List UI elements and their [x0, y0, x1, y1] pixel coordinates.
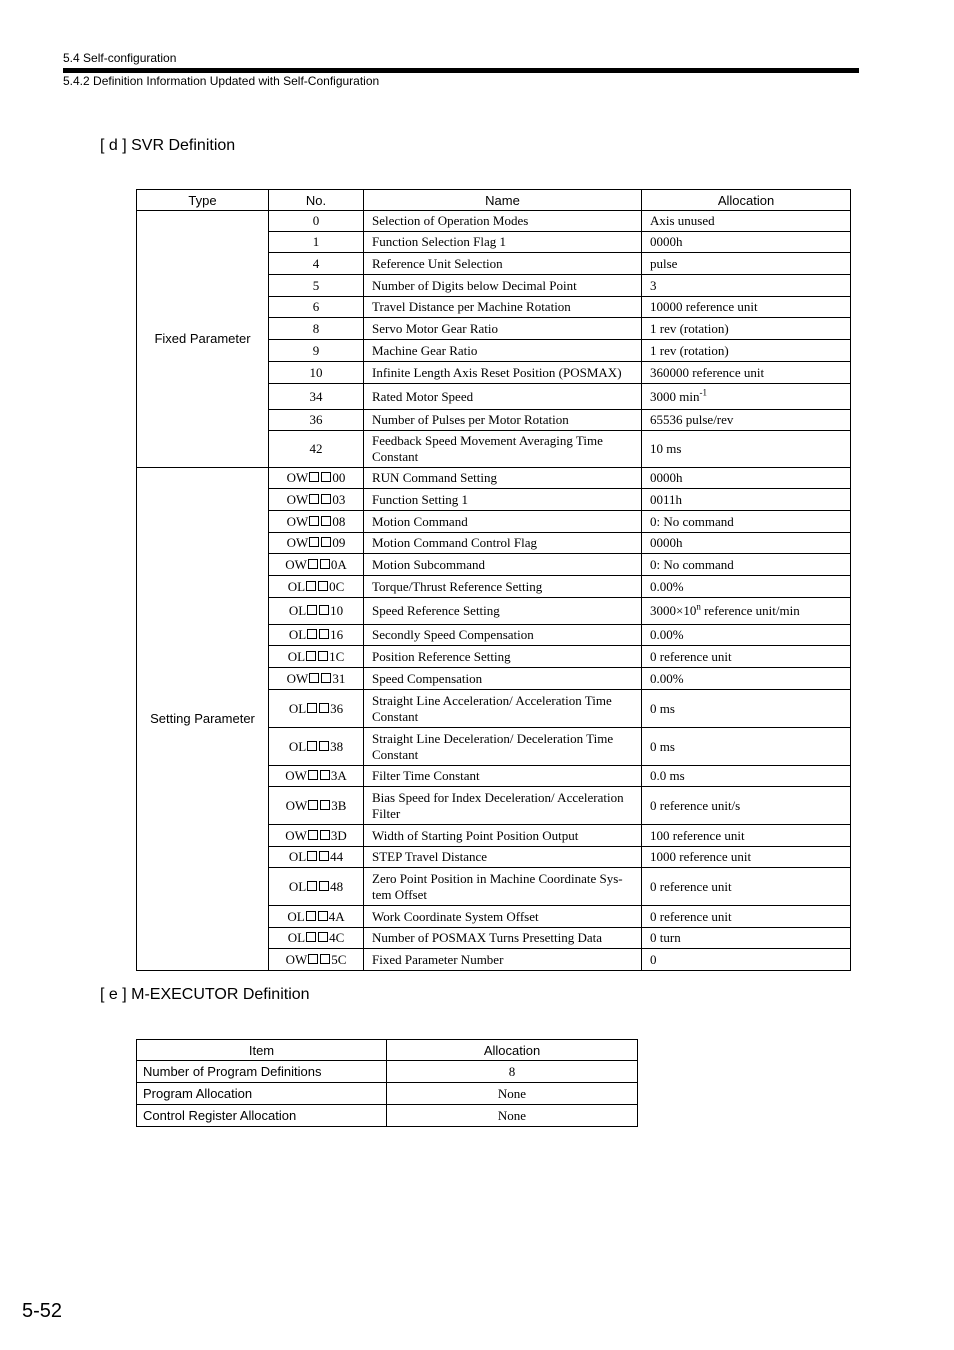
placeholder-box-icon [318, 581, 328, 591]
allocation-cell: 0 ms [642, 728, 851, 766]
register-number-cell [269, 787, 364, 825]
register-prefix: OW [285, 797, 308, 813]
placeholder-box-icon [319, 605, 329, 615]
register-suffix: 3A [330, 768, 347, 783]
register-suffix: 10 [330, 603, 344, 618]
allocation-cell: Axis unused [642, 211, 851, 232]
register-suffix: 4A [328, 908, 345, 924]
section-header: 5.4 Self-configuration [63, 51, 177, 65]
parameter-name-cell: Speed Reference Setting [364, 598, 642, 625]
table-header-row [137, 1040, 638, 1061]
allocation-cell: 0 [642, 949, 851, 971]
register-number-cell [269, 533, 364, 554]
header-rule [63, 68, 859, 73]
placeholder-box-icon [319, 851, 329, 861]
placeholder-box-icon [320, 954, 330, 964]
placeholder-box-icon [320, 559, 330, 569]
placeholder-box-icon [309, 516, 319, 526]
allocation-value: 3000×10 [650, 603, 697, 618]
parameter-name-cell: Infinite Length Axis Reset Position (POSMAX) [364, 362, 642, 384]
register-prefix: OW [285, 951, 308, 967]
allocation-cell: 0: No command [642, 511, 851, 533]
register-suffix: 38 [330, 738, 344, 754]
table-row [137, 211, 851, 232]
parameter-name-cell: Bias Speed for Index Deceleration/ Acceleration Filter [364, 787, 642, 825]
allocation-cell: 0 reference unit/s [642, 787, 851, 825]
register-prefix: OL [288, 627, 307, 642]
register-suffix: 44 [330, 849, 344, 864]
placeholder-box-icon [308, 559, 318, 569]
table-header-row [137, 190, 851, 211]
m-executor-table-body [137, 1061, 638, 1127]
allocation-cell [642, 598, 851, 625]
placeholder-box-icon [309, 537, 319, 547]
register-number-cell [269, 949, 364, 971]
register-number-cell [269, 690, 364, 728]
register-prefix: OL [288, 603, 307, 618]
m-executor-definition-table [136, 1039, 638, 1127]
parameter-name-cell: STEP Travel Distance [364, 847, 642, 868]
allocation-cell: 0 reference unit [642, 868, 851, 906]
parameter-name-cell: Servo Motor Gear Ratio [364, 318, 642, 340]
register-number-cell: 8 [269, 318, 364, 340]
allocation-superscript: -1 [699, 387, 707, 398]
allocation-cell: 0.00% [642, 576, 851, 598]
placeholder-box-icon [318, 651, 328, 661]
register-prefix: OW [286, 670, 309, 686]
placeholder-box-icon [307, 703, 317, 713]
placeholder-box-icon [321, 494, 331, 504]
register-prefix: OL [287, 578, 306, 594]
register-number-cell [269, 668, 364, 690]
register-number-cell [269, 928, 364, 949]
register-suffix: 1C [329, 648, 345, 664]
column-header-name: Name [364, 190, 642, 211]
allocation-cell: 1 rev (rotation) [642, 318, 851, 340]
register-suffix: 3B [331, 797, 347, 813]
parameter-name-cell: Fixed Parameter Number [364, 949, 642, 971]
placeholder-box-icon [319, 629, 329, 639]
column-header-item: Item [137, 1040, 387, 1061]
register-number-cell: 36 [269, 410, 364, 431]
parameter-name-cell: Machine Gear Ratio [364, 340, 642, 362]
type-cell: Setting Parameter [137, 468, 269, 971]
parameter-name-cell: Motion Command [364, 511, 642, 533]
placeholder-box-icon [320, 800, 330, 810]
placeholder-box-icon [321, 516, 331, 526]
placeholder-box-icon [319, 741, 329, 751]
allocation-cell: 0.0 ms [642, 766, 851, 787]
register-prefix: OL [288, 738, 307, 754]
allocation-cell: 10 ms [642, 431, 851, 468]
register-number-cell [269, 646, 364, 668]
register-number-cell: 9 [269, 340, 364, 362]
register-suffix: 09 [332, 535, 346, 550]
register-number-cell [269, 511, 364, 533]
parameter-name-cell: Straight Line Acceleration/ Acceleration Time Constant [364, 690, 642, 728]
allocation-cell: 0011h [642, 489, 851, 511]
register-prefix: OL [287, 908, 305, 924]
parameter-name-cell: RUN Command Setting [364, 468, 642, 489]
register-number-cell [269, 598, 364, 625]
register-suffix: 00 [332, 470, 346, 485]
register-prefix: OL [288, 849, 307, 864]
register-number-cell: 42 [269, 431, 364, 468]
placeholder-box-icon [306, 651, 316, 661]
register-prefix: OW [285, 556, 307, 572]
register-number-cell [269, 468, 364, 489]
register-suffix: 4C [329, 930, 345, 945]
allocation-cell: 3 [642, 275, 851, 297]
svr-table-body [137, 211, 851, 971]
register-number-cell: 0 [269, 211, 364, 232]
item-cell: Number of Program Definitions [137, 1061, 387, 1083]
placeholder-box-icon [321, 673, 331, 683]
register-number-cell [269, 825, 364, 847]
parameter-name-cell: Width of Starting Point Position Output [364, 825, 642, 847]
register-prefix: OW [285, 827, 307, 843]
placeholder-box-icon [321, 472, 331, 482]
register-suffix: 0C [329, 578, 345, 594]
placeholder-box-icon [318, 932, 328, 942]
placeholder-box-icon [309, 494, 319, 504]
register-prefix: OW [286, 491, 309, 507]
parameter-name-cell: Feedback Speed Movement Averaging Time Constant [364, 431, 642, 468]
register-number-cell [269, 554, 364, 576]
allocation-cell: 0000h [642, 232, 851, 253]
register-number-cell [269, 847, 364, 868]
parameter-name-cell: Rated Motor Speed [364, 384, 642, 410]
allocation-cell: pulse [642, 253, 851, 275]
table-row [137, 1083, 638, 1105]
allocation-value: 3000 min [650, 388, 700, 404]
column-header-no: No. [269, 190, 364, 211]
parameter-name-cell: Torque/Thrust Reference Setting [364, 576, 642, 598]
register-number-cell [269, 576, 364, 598]
register-prefix: OL [287, 930, 306, 945]
type-cell: Fixed Parameter [137, 211, 269, 468]
item-cell: Program Allocation [137, 1083, 387, 1105]
allocation-cell [642, 384, 851, 410]
allocation-cell: 0 turn [642, 928, 851, 949]
placeholder-box-icon [320, 770, 330, 780]
register-number-cell: 1 [269, 232, 364, 253]
placeholder-box-icon [308, 800, 318, 810]
register-number-cell: 4 [269, 253, 364, 275]
placeholder-box-icon [306, 581, 316, 591]
allocation-cell: 360000 reference unit [642, 362, 851, 384]
register-prefix: OW [285, 768, 307, 783]
register-number-cell: 34 [269, 384, 364, 410]
register-number-cell [269, 728, 364, 766]
subsection-header: 5.4.2 Definition Information Updated with Self-Configuration [63, 74, 380, 88]
allocation-cell: 0 reference unit [642, 646, 851, 668]
table-row [137, 1105, 638, 1127]
placeholder-box-icon [307, 851, 317, 861]
parameter-name-cell: Selection of Operation Modes [364, 211, 642, 232]
register-number-cell [269, 906, 364, 928]
register-suffix: 48 [330, 878, 344, 894]
register-number-cell [269, 489, 364, 511]
parameter-name-cell: Position Reference Setting [364, 646, 642, 668]
placeholder-box-icon [308, 954, 318, 964]
register-number-cell [269, 766, 364, 787]
register-prefix: OW [286, 535, 309, 550]
placeholder-box-icon [321, 537, 331, 547]
register-prefix: OL [288, 700, 307, 716]
register-suffix: 16 [330, 627, 344, 642]
register-suffix: 08 [332, 513, 346, 529]
placeholder-box-icon [319, 703, 329, 713]
placeholder-box-icon [306, 932, 316, 942]
parameter-name-cell: Filter Time Constant [364, 766, 642, 787]
allocation-cell: 0 reference unit [642, 906, 851, 928]
allocation-cell: 0000h [642, 468, 851, 489]
register-suffix: 36 [330, 700, 344, 716]
m-executor-definition-heading: [ e ] M-EXECUTOR Definition [100, 986, 310, 1003]
placeholder-box-icon [318, 911, 328, 921]
allocation-cell: 10000 reference unit [642, 297, 851, 318]
register-number-cell [269, 625, 364, 646]
column-header-allocation: Allocation [642, 190, 851, 211]
placeholder-box-icon [308, 770, 318, 780]
page-number: 5-52 [22, 1300, 63, 1322]
column-header-allocation: Allocation [387, 1040, 638, 1061]
allocation-cell: 0: No command [642, 554, 851, 576]
register-number-cell: 10 [269, 362, 364, 384]
parameter-name-cell: Number of Pulses per Motor Rotation [364, 410, 642, 431]
svr-definition-heading: [ d ] SVR Definition [100, 137, 236, 154]
register-prefix: OW [286, 513, 309, 529]
allocation-cell: 0.00% [642, 668, 851, 690]
placeholder-box-icon [307, 881, 317, 891]
placeholder-box-icon [320, 830, 330, 840]
register-suffix: 3D [330, 827, 347, 843]
placeholder-box-icon [309, 673, 319, 683]
allocation-cell: 100 reference unit [642, 825, 851, 847]
register-number-cell: 6 [269, 297, 364, 318]
parameter-name-cell: Function Selection Flag 1 [364, 232, 642, 253]
parameter-name-cell: Number of Digits below Decimal Point [364, 275, 642, 297]
placeholder-box-icon [306, 911, 316, 921]
table-row [137, 468, 851, 489]
allocation-cell: None [387, 1083, 638, 1105]
allocation-cell: 1000 reference unit [642, 847, 851, 868]
parameter-name-cell: Work Coordinate System Offset [364, 906, 642, 928]
parameter-name-cell: Zero Point Position in Machine Coordinate Sys-tem Offset [364, 868, 642, 906]
allocation-unit: reference unit/min [700, 603, 800, 618]
placeholder-box-icon [307, 605, 317, 615]
parameter-name-cell: Number of POSMAX Turns Presetting Data [364, 928, 642, 949]
placeholder-box-icon [309, 472, 319, 482]
register-suffix: 5C [331, 951, 347, 967]
parameter-name-cell: Reference Unit Selection [364, 253, 642, 275]
allocation-cell: 0000h [642, 533, 851, 554]
placeholder-box-icon [319, 881, 329, 891]
allocation-cell: 65536 pulse/rev [642, 410, 851, 431]
allocation-cell: 0 ms [642, 690, 851, 728]
register-number-cell: 5 [269, 275, 364, 297]
parameter-name-cell: Motion Command Control Flag [364, 533, 642, 554]
parameter-name-cell: Travel Distance per Machine Rotation [364, 297, 642, 318]
parameter-name-cell: Motion Subcommand [364, 554, 642, 576]
parameter-name-cell: Function Setting 1 [364, 489, 642, 511]
parameter-name-cell: Straight Line Deceleration/ Deceleration Time Constant [364, 728, 642, 766]
register-prefix: OW [286, 470, 309, 485]
register-prefix: OL [287, 648, 306, 664]
placeholder-box-icon [307, 629, 317, 639]
parameter-name-cell: Secondly Speed Compensation [364, 625, 642, 646]
register-prefix: OL [288, 878, 307, 894]
allocation-cell: None [387, 1105, 638, 1127]
allocation-cell: 0.00% [642, 625, 851, 646]
svr-definition-table [136, 189, 851, 971]
placeholder-box-icon [307, 741, 317, 751]
parameter-name-cell: Speed Compensation [364, 668, 642, 690]
allocation-superscript: n [696, 601, 701, 612]
register-number-cell [269, 868, 364, 906]
allocation-cell: 1 rev (rotation) [642, 340, 851, 362]
table-row [137, 1061, 638, 1083]
allocation-cell: 8 [387, 1061, 638, 1083]
register-suffix: 31 [332, 670, 346, 686]
register-suffix: 0A [330, 556, 347, 572]
register-suffix: 03 [332, 491, 346, 507]
column-header-type: Type [137, 190, 269, 211]
placeholder-box-icon [308, 830, 318, 840]
item-cell: Control Register Allocation [137, 1105, 387, 1127]
